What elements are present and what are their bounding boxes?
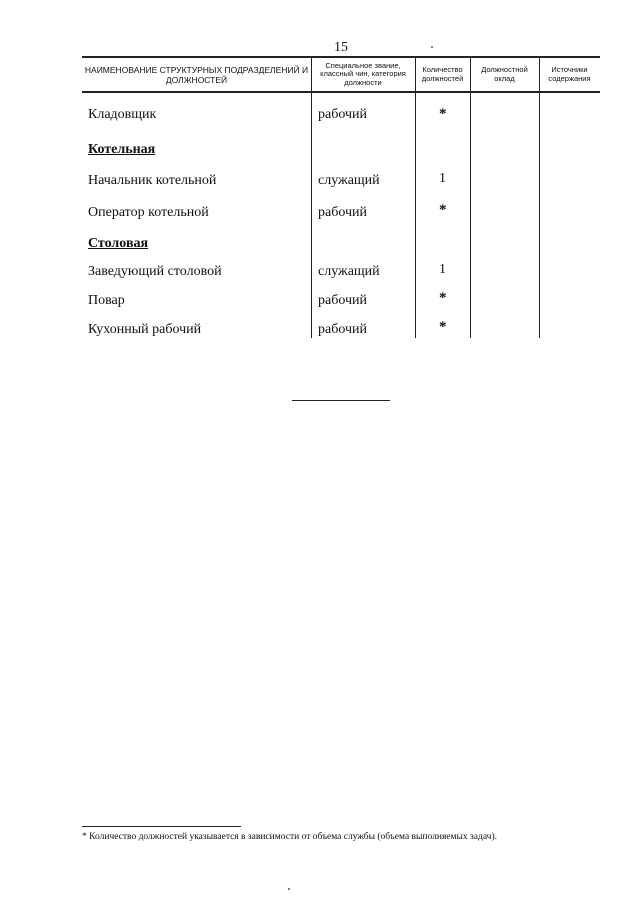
position-category: рабочий <box>318 205 367 220</box>
scan-speck <box>431 46 433 48</box>
section-title: Столовая <box>88 236 149 251</box>
position-quantity: * <box>439 202 447 218</box>
column-divider <box>539 56 540 338</box>
footnote-divider <box>82 826 241 827</box>
position-name: Повар <box>88 293 125 308</box>
position-quantity: * <box>439 319 447 335</box>
column-divider <box>311 56 312 338</box>
position-quantity: * <box>439 106 447 122</box>
position-name: Заведующий столовой <box>88 264 222 279</box>
end-separator <box>292 400 390 401</box>
position-quantity: * <box>439 290 447 306</box>
position-category: рабочий <box>318 322 367 337</box>
position-category: рабочий <box>318 107 367 122</box>
position-name: Кладовщик <box>88 107 157 122</box>
table-header <box>82 56 600 93</box>
header-name: НАИМЕНОВАНИЕ СТРУКТУРНЫХ ПОДРАЗДЕЛЕНИЙ И ДОЛЖНОСТЕЙ <box>84 64 309 85</box>
header-quantity: Количество должностей <box>421 65 464 83</box>
header-category: Специальное звание, классный чин, категория должности <box>320 60 406 87</box>
header-salary: Должностной оклад <box>481 65 528 83</box>
column-divider <box>470 56 471 338</box>
position-name: Начальник котельной <box>88 173 217 188</box>
scan-speck <box>288 888 290 890</box>
column-divider <box>415 56 416 338</box>
footnote: * Количество должностей указывается в зависимости от объема службы (объема выполняемых задач). <box>82 832 497 842</box>
position-quantity: 1 <box>439 171 446 186</box>
section-title: Котельная <box>88 142 156 157</box>
position-name: Оператор котельной <box>88 205 209 220</box>
position-category: служащий <box>318 173 380 188</box>
position-quantity: 1 <box>439 262 446 277</box>
position-category: рабочий <box>318 293 367 308</box>
header-funding: Источники содержания <box>548 65 591 83</box>
page-number: 15 <box>334 40 348 55</box>
position-category: служащий <box>318 264 380 279</box>
position-name: Кухонный рабочий <box>88 322 202 337</box>
